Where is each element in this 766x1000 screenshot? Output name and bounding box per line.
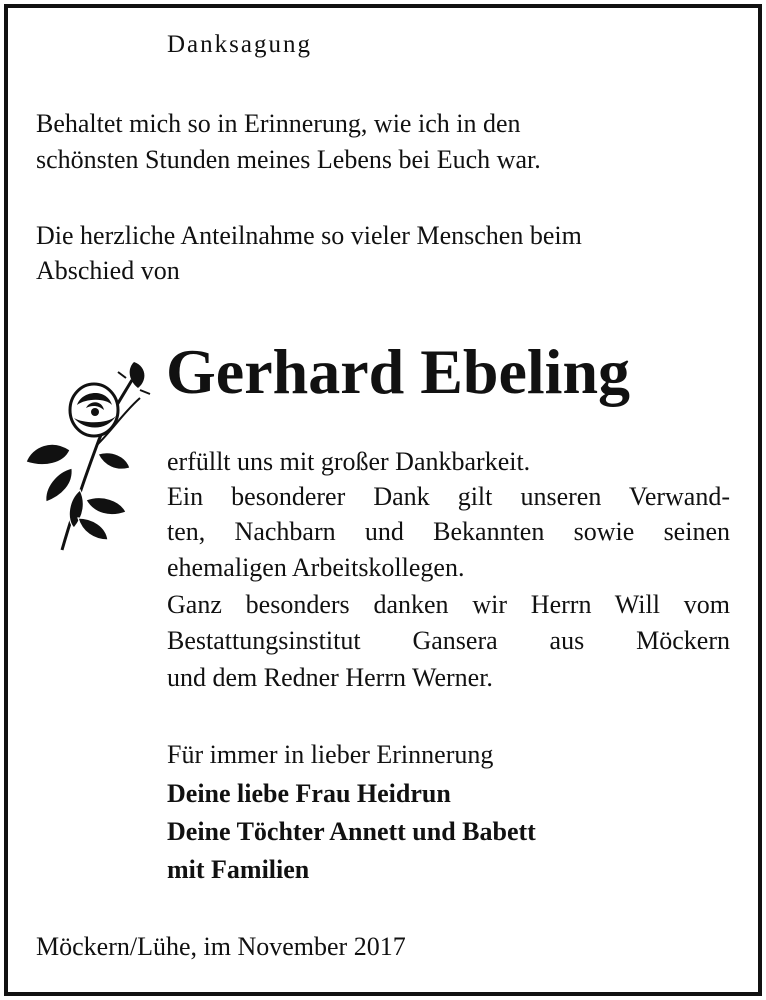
quote-line-2: schönsten Stunden meines Lebens bei Euch war. xyxy=(36,145,541,174)
body-line-2: Ein besonderer Dank gilt unseren Verwand- xyxy=(167,482,730,511)
place-date: Möckern/Lühe, im November 2017 xyxy=(36,932,406,961)
deceased-name: Gerhard Ebeling xyxy=(166,336,631,407)
closing-line: Für immer in lieber Erinnerung xyxy=(167,740,494,769)
intro-line-1: Die herzliche Anteilnahme so vieler Menschen beim xyxy=(36,221,582,250)
notice-heading: Danksagung xyxy=(167,31,312,58)
body-line-7: und dem Redner Herrn Werner. xyxy=(167,663,493,692)
body-line-5: Ganz besonders danken wir Herrn Will vom xyxy=(167,590,730,619)
rose-icon xyxy=(22,350,162,560)
quote-line-1: Behaltet mich so in Erinnerung, wie ich in den xyxy=(36,109,521,138)
signature-daughters: Deine Töchter Annett und Babett xyxy=(167,817,536,846)
body-line-1: erfüllt uns mit großer Dankbarkeit. xyxy=(167,447,531,476)
body-line-3: ten, Nachbarn und Bekannten sowie seinen xyxy=(167,517,730,546)
body-line-4: ehemaligen Arbeitskollegen. xyxy=(167,553,465,582)
body-line-6: Bestattungsinstitut Gansera aus Möckern xyxy=(167,626,730,655)
intro-line-2: Abschied von xyxy=(36,256,180,285)
signature-wife: Deine liebe Frau Heidrun xyxy=(167,779,451,808)
signature-families: mit Familien xyxy=(167,855,310,884)
